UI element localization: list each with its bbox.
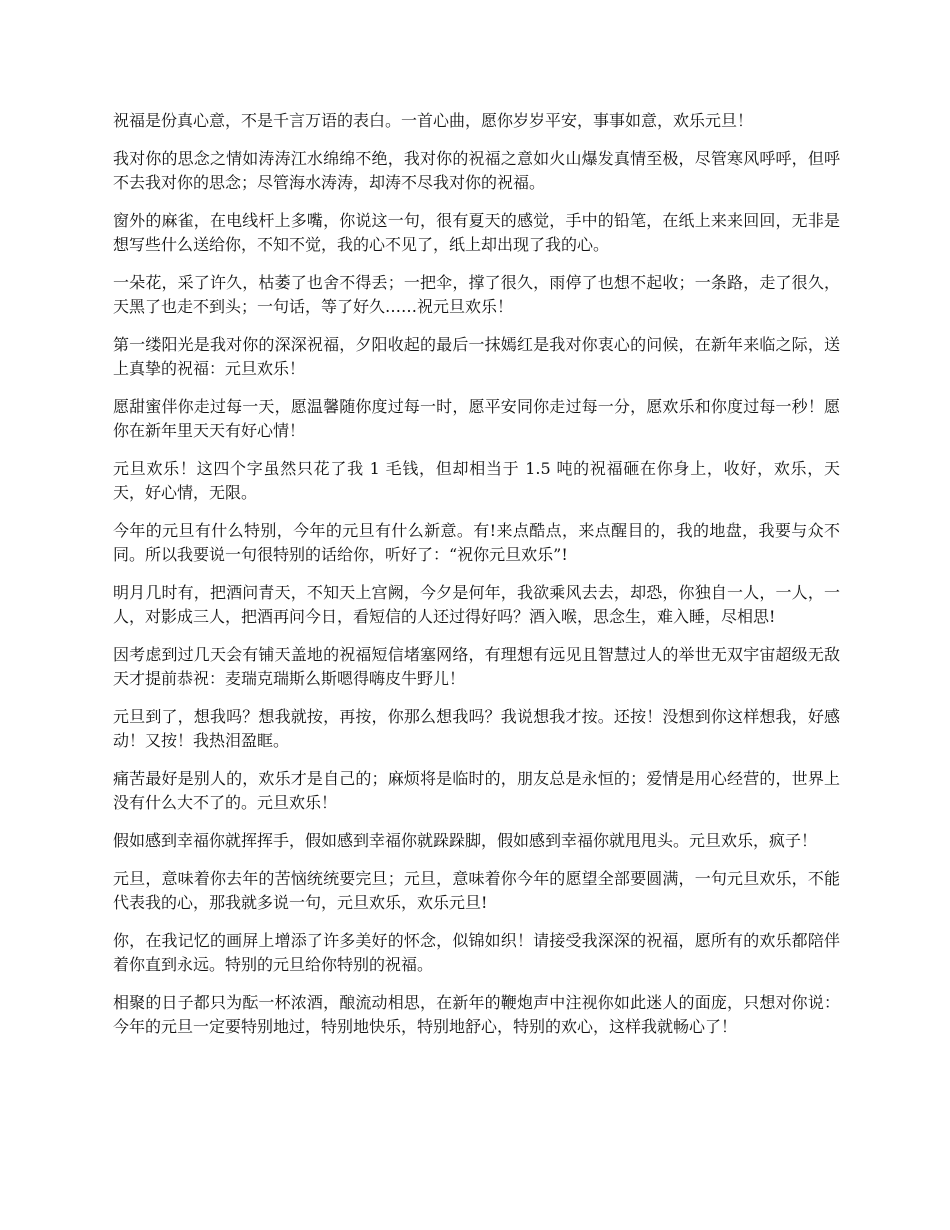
paragraph-12: 痛苦最好是别人的，欢乐才是自己的；麻烦将是临时的，朋友总是永恒的；爱情是用心经营的，世界上没有什么大不了的。元旦欢乐！	[113, 769, 840, 812]
paragraph-8: 今年的元旦有什么特别，今年的元旦有什么新意。有!来点酷点，来点醒目的，我的地盘，我要与众不同。所以我要说一句很特别的话给你，听好了：“祝你元旦欢乐”!	[113, 521, 840, 564]
paragraph-9: 明月几时有，把酒问青天，不知天上宫阙，今夕是何年，我欲乘风去去，却恐，你独自一人，一人，一人，对影成三人，把酒再问今日，看短信的人还过得好吗？酒入喉，思念生，难入睡，尽相思!	[113, 583, 840, 626]
paragraph-7: 元旦欢乐！这四个字虽然只花了我 1 毛钱，但却相当于 1.5 吨的祝福砸在你身上，收好，欢乐，天天，好心情，无限。	[113, 459, 840, 502]
paragraph-3: 窗外的麻雀，在电线杆上多嘴，你说这一句，很有夏天的感觉，手中的铅笔，在纸上来来回回，无非是想写些什么送给你，不知不觉，我的心不见了，纸上却出现了我的心。	[113, 211, 840, 254]
paragraph-15: 你，在我记忆的画屏上增添了许多美好的怀念，似锦如织！请接受我深深的祝福，愿所有的欢乐都陪伴着你直到永远。特别的元旦给你特别的祝福。	[113, 931, 840, 974]
paragraph-4: 一朵花，采了许久，枯萎了也舍不得丢；一把伞，撑了很久，雨停了也想不起收；一条路，走了很久，天黑了也走不到头；一句话，等了好久……祝元旦欢乐！	[113, 273, 840, 316]
paragraph-1: 祝福是份真心意，不是千言万语的表白。一首心曲，愿你岁岁平安，事事如意，欢乐元旦！	[113, 111, 754, 130]
paragraph-11: 元旦到了，想我吗？想我就按，再按，你那么想我吗？我说想我才按。还按！没想到你这样想我，好感动！又按！我热泪盈眶。	[113, 707, 840, 750]
paragraph-6: 愿甜蜜伴你走过每一天，愿温馨随你度过每一时，愿平安同你走过每一分，愿欢乐和你度过每一秒！愿你在新年里天天有好心情！	[113, 397, 840, 440]
paragraph-2: 我对你的思念之情如涛涛江水绵绵不绝，我对你的祝福之意如火山爆发真情至极，尽管寒风呼呼，但呼不去我对你的思念；尽管海水涛涛，却涛不尽我对你的祝福。	[113, 149, 840, 192]
paragraph-13: 假如感到幸福你就挥挥手，假如感到幸福你就跺跺脚，假如感到幸福你就甩甩头。元旦欢乐，疯子！	[113, 831, 818, 850]
document-body	[113, 109, 840, 1053]
paragraph-14: 元旦，意味着你去年的苦恼统统要完旦；元旦，意味着你今年的愿望全部要圆满，一句元旦欢乐，不能代表我的心，那我就多说一句，元旦欢乐，欢乐元旦!	[113, 869, 840, 912]
paragraph-5: 第一缕阳光是我对你的深深祝福，夕阳收起的最后一抹嫣红是我对你衷心的问候，在新年来临之际，送上真挚的祝福：元旦欢乐！	[113, 335, 840, 378]
paragraph-16: 相聚的日子都只为酝一杯浓酒，酿流动相思，在新年的鞭炮声中注视你如此迷人的面庞，只想对你说：今年的元旦一定要特别地过，特别地快乐，特别地舒心，特别的欢心，这样我就畅心了！	[113, 993, 840, 1036]
paragraph-10: 因考虑到过几天会有铺天盖地的祝福短信堵塞网络，有理想有远见且智慧过人的举世无双宇宙超级无敌天才提前恭祝：麦瑞克瑞斯么斯嗯得嗨皮牛野儿！	[113, 645, 840, 688]
